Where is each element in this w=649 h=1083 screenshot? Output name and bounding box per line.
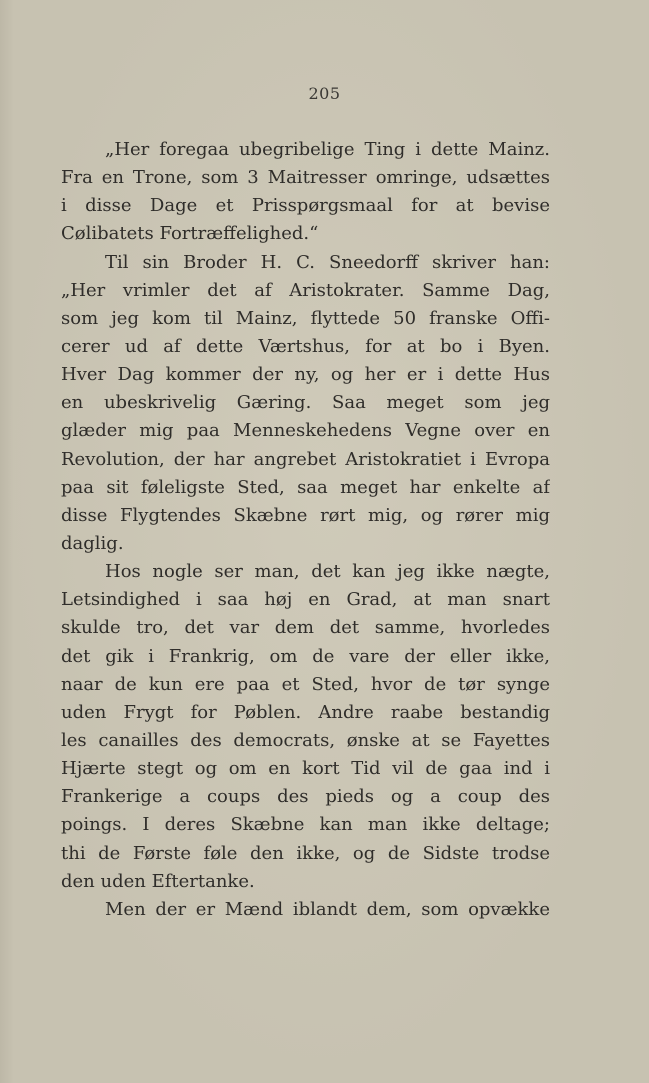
text-line: Revolution, der har angrebet Aristokratiet i Evropa — [61, 448, 550, 470]
text-line: Men der er Mænd iblandt dem, som opvække — [105, 898, 550, 920]
text-line: Frankerige a coups des pieds og a coup des — [61, 786, 550, 808]
text-line: naar de kun ere paa et Sted, hvor de tør synge — [61, 673, 550, 695]
text-line: cerer ud af dette Værtshus, for at bo i Byen. — [61, 335, 550, 357]
text-line: les canailles des democrats, ønske at se Fayettes — [61, 729, 550, 751]
text-line: Hos nogle ser man, det kan jeg ikke nægte, — [105, 561, 550, 583]
text-line: „Her vrimler det af Aristokrater. Samme Dag, — [61, 279, 550, 301]
text-line: i disse Dage et Prisspørgsmaal for at bevise — [61, 195, 550, 217]
text-line: Til sin Broder H. C. Sneedorff skriver han: — [105, 251, 550, 273]
text-line: det gik i Frankrig, om de vare der eller ikke, — [61, 645, 550, 667]
text-line: uden Frygt for Pøblen. Andre raabe bestandig — [61, 701, 550, 723]
text-line: Cølibatets Fortræffelighed.“ — [61, 223, 319, 245]
page-text-block — [61, 136, 550, 924]
page-number: 205 — [308, 84, 341, 103]
text-line: Hver Dag kommer der ny, og her er i dette Hus — [61, 364, 550, 386]
text-line: en ubeskrivelig Gæring. Saa meget som jeg — [61, 392, 550, 414]
text-line: „Her foregaa ubegribelige Ting i dette Mainz. — [105, 139, 550, 160]
text-line: Letsindighed i saa høj en Grad, at man snart — [61, 589, 550, 611]
text-line: thi de Første føle den ikke, og de Sidste trodse — [61, 842, 550, 864]
text-line: paa sit føleligste Sted, saa meget har enkelte af — [61, 476, 550, 498]
text-line: som jeg kom til Mainz, flyttede 50 franske Offi- — [61, 307, 550, 329]
text-line: Fra en Trone, som 3 Maitresser omringe, udsættes — [61, 167, 550, 189]
text-line: daglig. — [61, 532, 124, 554]
text-line: den uden Eftertanke. — [61, 870, 255, 892]
text-line: glæder mig paa Menneskehedens Vegne over en — [61, 420, 550, 442]
text-line: Hjærte stegt og om en kort Tid vil de gaa ind i — [61, 758, 550, 780]
text-line: poings. I deres Skæbne kan man ikke deltage; — [61, 814, 550, 836]
text-line: disse Flygtendes Skæbne rørt mig, og rører mig — [61, 504, 550, 526]
text-line: skulde tro, det var dem det samme, hvorledes — [61, 617, 550, 639]
